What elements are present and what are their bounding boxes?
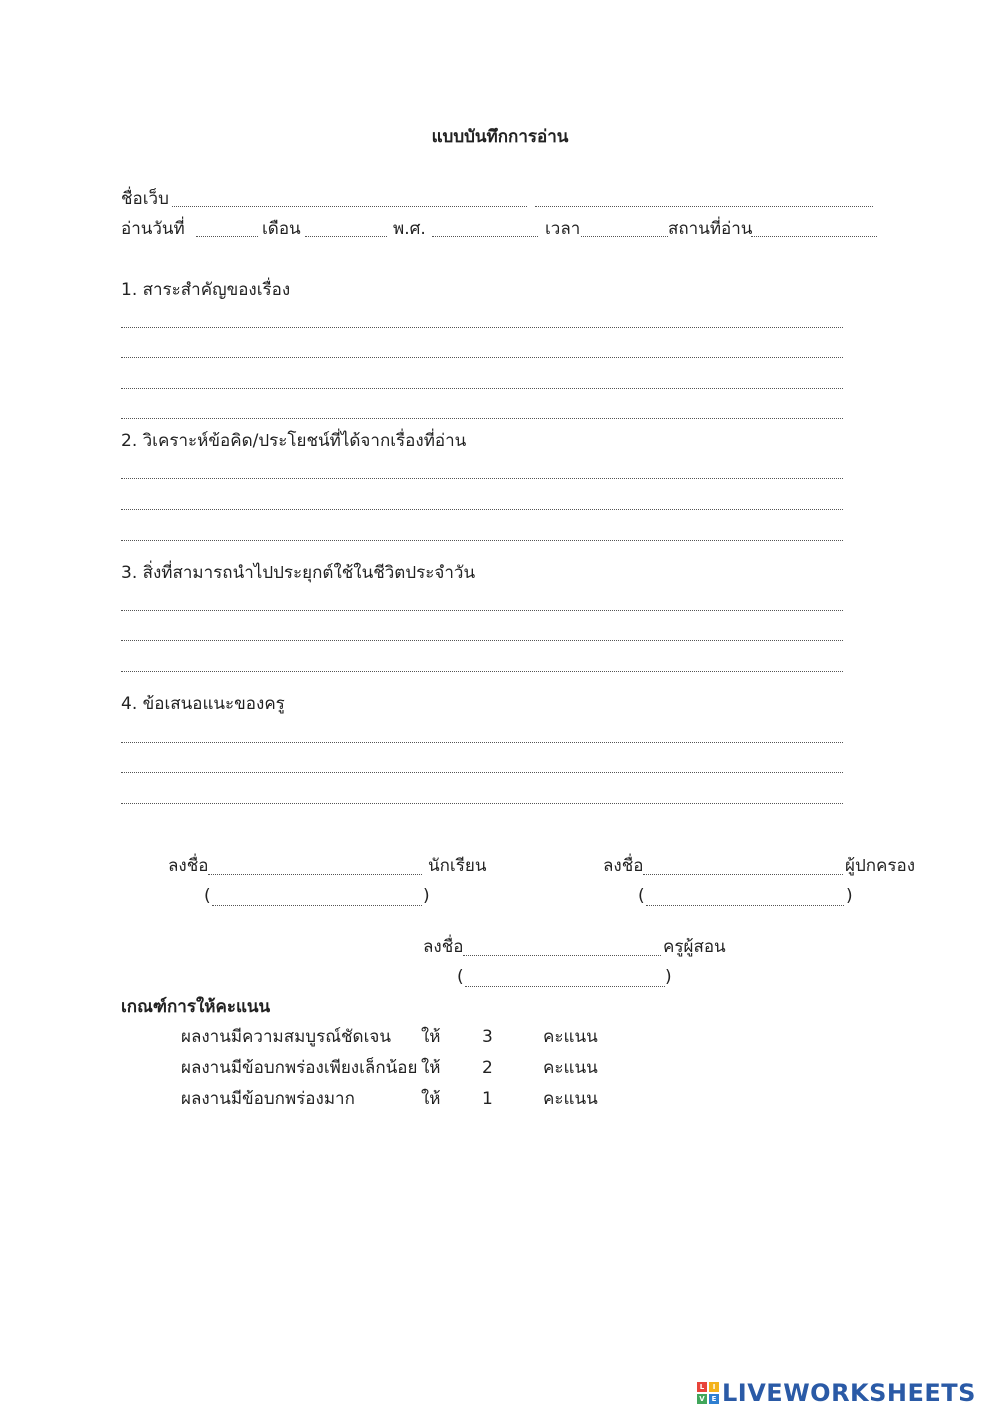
website-field-1[interactable] [172,192,527,207]
section-4-label: 4. ข้อเสนอแนะของครู [121,694,285,714]
section-1-answer-line[interactable] [121,327,843,328]
student-paren-close: ) [423,886,430,906]
teacher-sign-label: ลงชื่อ [423,937,464,957]
criteria-heading: เกณฑ์การให้คะแนน [121,997,271,1017]
criteria-give: ให้ [421,1027,441,1047]
criteria-desc: ผลงานมีความสมบูรณ์ชัดเจน [181,1027,391,1047]
website-field-2[interactable] [535,192,873,207]
read-date-label: อ่านวันที่ [121,219,185,239]
teacher-paren-close: ) [665,967,672,987]
teacher-signature-field[interactable] [463,941,661,956]
logo-letter: L [697,1382,707,1392]
parent-sign-label: ลงชื่อ [603,856,644,876]
criteria-unit: คะแนน [543,1058,598,1078]
student-signature-field[interactable] [208,860,422,875]
section-3-answer-line[interactable] [121,640,843,641]
place-label: สถานที่อ่าน [668,219,753,239]
logo-text: LIVEWORKSHEETS [722,1379,976,1407]
criteria-give: ให้ [421,1058,441,1078]
section-2-answer-line[interactable] [121,540,843,541]
place-field[interactable] [751,222,877,237]
liveworksheets-logo [697,1380,976,1406]
parent-paren-open: ( [638,886,645,906]
criteria-score: 3 [482,1027,493,1047]
criteria-unit: คะแนน [543,1089,598,1109]
parent-name-field[interactable] [646,891,844,906]
logo-letter: E [709,1394,719,1404]
criteria-score: 2 [482,1058,493,1078]
parent-signature-field[interactable] [643,860,843,875]
section-3-label: 3. สิ่งที่สามารถนำไปประยุกต์ใช้ในชีวิตประจำวัน [121,563,476,583]
year-field[interactable] [432,222,538,237]
section-4-answer-line[interactable] [121,772,843,773]
year-label: พ.ศ. [393,219,426,239]
read-date-field[interactable] [196,222,258,237]
section-4-answer-line[interactable] [121,803,843,804]
section-1-answer-line[interactable] [121,357,843,358]
parent-role: ผู้ปกครอง [845,856,916,876]
section-2-label: 2. วิเคราะห์ข้อคิด/ประโยชน์ที่ได้จากเรื่องที่อ่าน [121,431,467,451]
logo-letter: I [709,1382,719,1392]
section-4-answer-line[interactable] [121,742,843,743]
student-role: นักเรียน [428,856,487,876]
month-label: เดือน [262,219,301,239]
criteria-desc: ผลงานมีข้อบกพร่องเพียงเล็กน้อย [181,1058,418,1078]
section-3-answer-line[interactable] [121,610,843,611]
section-2-answer-line[interactable] [121,509,843,510]
logo-icon [697,1382,719,1404]
section-3-answer-line[interactable] [121,671,843,672]
student-name-field[interactable] [212,891,422,906]
criteria-score: 1 [482,1089,493,1109]
teacher-role: ครูผู้สอน [663,937,726,957]
time-label: เวลา [545,219,581,239]
student-sign-label: ลงชื่อ [168,856,209,876]
criteria-desc: ผลงานมีข้อบกพร่องมาก [181,1089,355,1109]
student-paren-open: ( [204,886,211,906]
teacher-paren-open: ( [457,967,464,987]
teacher-name-field[interactable] [465,972,665,987]
section-1-label: 1. สาระสำคัญของเรื่อง [121,280,291,300]
section-1-answer-line[interactable] [121,418,843,419]
parent-paren-close: ) [846,886,853,906]
page-title: แบบบันทึกการอ่าน [431,127,569,147]
criteria-give: ให้ [421,1089,441,1109]
website-label: ชื่อเว็บ [121,189,169,209]
logo-letter: V [697,1394,707,1404]
section-1-answer-line[interactable] [121,388,843,389]
section-2-answer-line[interactable] [121,478,843,479]
criteria-unit: คะแนน [543,1027,598,1047]
time-field[interactable] [581,222,668,237]
month-field[interactable] [305,222,387,237]
